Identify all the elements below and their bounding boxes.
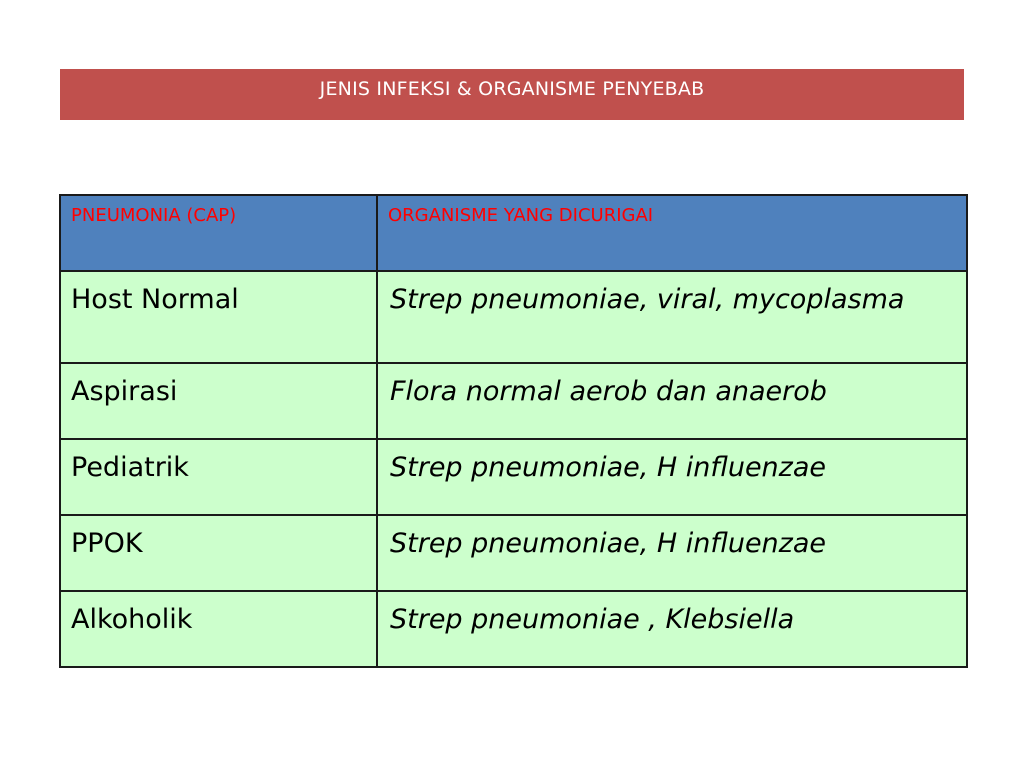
table-row [60, 515, 967, 591]
table-header-row [60, 195, 967, 271]
organism-list: Strep pneumoniae, viral, mycoplasma [390, 284, 905, 315]
organism-list: Strep pneumoniae, H influenzae [390, 452, 826, 483]
infection-cell [60, 363, 377, 439]
table-row [60, 591, 967, 667]
table-row [60, 271, 967, 363]
infection-cell [60, 271, 377, 363]
organism-list: Strep pneumoniae, H influenzae [390, 528, 826, 559]
organism-list: Strep pneumoniae , Klebsiella [390, 604, 795, 635]
organism-cell [377, 439, 967, 515]
organism-cell [377, 271, 967, 363]
infection-cell [60, 591, 377, 667]
infection-organism-table [59, 194, 968, 668]
infection-type: Host Normal [71, 284, 239, 315]
column-header-organism [377, 195, 967, 271]
column-header-infection [60, 195, 377, 271]
infection-cell [60, 439, 377, 515]
infection-type: Pediatrik [71, 452, 189, 483]
infection-cell [60, 515, 377, 591]
organism-cell [377, 363, 967, 439]
infection-type: Aspirasi [71, 376, 178, 407]
infection-type: PPOK [71, 528, 143, 559]
infection-type: Alkoholik [71, 604, 193, 635]
organism-cell [377, 515, 967, 591]
column-header-infection-label: PNEUMONIA (CAP) [71, 205, 237, 226]
page-title: JENIS INFEKSI & ORGANISME PENYEBAB [319, 78, 705, 100]
title-banner [60, 69, 964, 120]
table-row [60, 439, 967, 515]
table-row [60, 363, 967, 439]
column-header-organism-label: ORGANISME YANG DICURIGAI [388, 205, 654, 226]
table-container [59, 194, 966, 668]
organism-list: Flora normal aerob dan anaerob [390, 376, 827, 407]
organism-cell [377, 591, 967, 667]
